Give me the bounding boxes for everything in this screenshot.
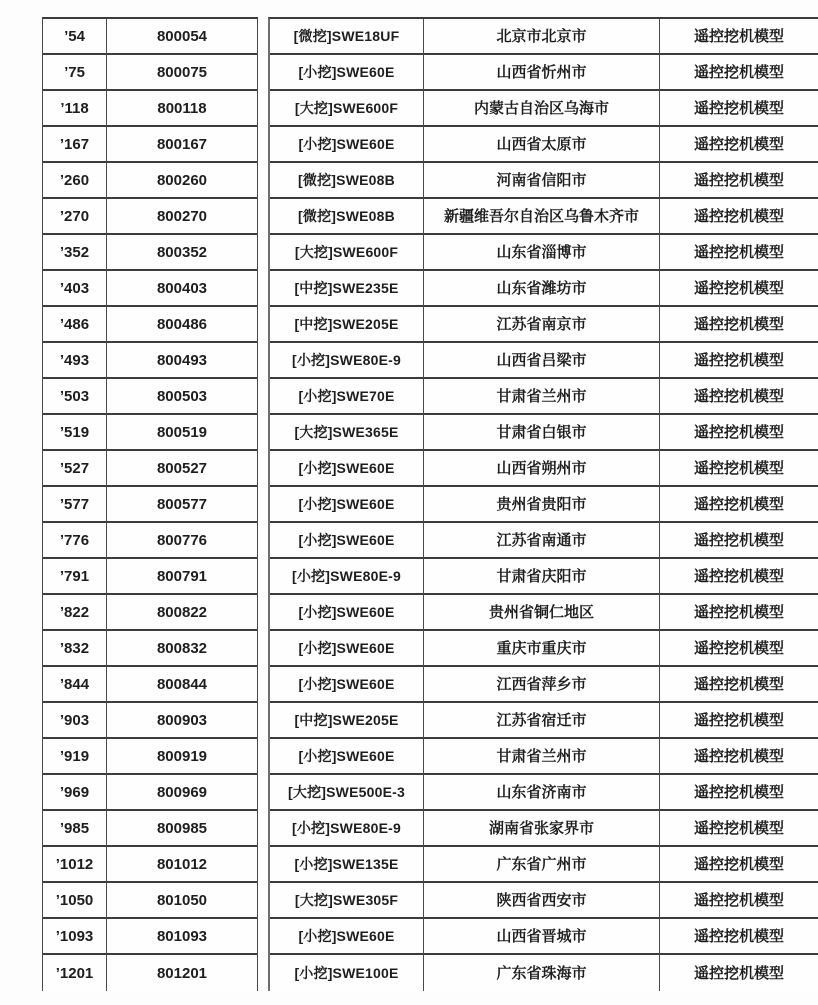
cell-excavator-model: [大挖]SWE500E-3 xyxy=(270,775,424,811)
cell-winner-city: 湖南省张家界市 xyxy=(424,811,660,847)
winner-serial-table xyxy=(42,17,258,991)
cell-lottery-code: 800075 xyxy=(107,55,257,91)
cell-excavator-model: [大挖]SWE305F xyxy=(270,883,424,919)
cell-serial-number: ’791 xyxy=(43,559,107,595)
cell-serial-number: ’969 xyxy=(43,775,107,811)
cell-prize-type: 遥控挖机模型 xyxy=(660,847,818,883)
cell-winner-city: 贵州省铜仁地区 xyxy=(424,595,660,631)
cell-excavator-model: [中挖]SWE235E xyxy=(270,271,424,307)
cell-excavator-model: [中挖]SWE205E xyxy=(270,307,424,343)
cell-winner-city: 广东省珠海市 xyxy=(424,955,660,991)
cell-serial-number: ’832 xyxy=(43,631,107,667)
cell-prize-type: 遥控挖机模型 xyxy=(660,667,818,703)
cell-winner-city: 山东省济南市 xyxy=(424,775,660,811)
cell-serial-number: ’822 xyxy=(43,595,107,631)
cell-lottery-code: 800118 xyxy=(107,91,257,127)
cell-lottery-code: 800844 xyxy=(107,667,257,703)
cell-serial-number: ’1012 xyxy=(43,847,107,883)
cell-prize-type: 遥控挖机模型 xyxy=(660,703,818,739)
cell-prize-type: 遥控挖机模型 xyxy=(660,235,818,271)
cell-excavator-model: [小挖]SWE60E xyxy=(270,739,424,775)
cell-serial-number: ’403 xyxy=(43,271,107,307)
cell-winner-city: 江苏省宿迁市 xyxy=(424,703,660,739)
cell-excavator-model: [小挖]SWE80E-9 xyxy=(270,343,424,379)
cell-excavator-model: [小挖]SWE60E xyxy=(270,127,424,163)
cell-winner-city: 重庆市重庆市 xyxy=(424,631,660,667)
cell-winner-city: 山西省朔州市 xyxy=(424,451,660,487)
cell-serial-number: ’486 xyxy=(43,307,107,343)
cell-lottery-code: 801201 xyxy=(156,964,208,982)
cell-excavator-model: [微挖]SWE08B xyxy=(270,199,424,235)
cell-excavator-model: [小挖]SWE60E xyxy=(270,919,424,955)
cell-lottery-code: 800519 xyxy=(107,415,257,451)
cell-prize-type: 遥控挖机模型 xyxy=(660,775,818,811)
cell-serial-number: ’260 xyxy=(43,163,107,199)
cell-prize-type: 遥控挖机模型 xyxy=(660,19,818,55)
cell-prize-type: 遥控挖机模型 xyxy=(660,379,818,415)
cell-winner-city: 山东省淄博市 xyxy=(424,235,660,271)
cell-lottery-code: 801012 xyxy=(107,847,257,883)
cell-prize-type: 遥控挖机模型 xyxy=(660,163,818,199)
cell-serial-number: ’577 xyxy=(43,487,107,523)
cell-prize-type: 遥控挖机模型 xyxy=(660,739,818,775)
cell-serial-number: ’776 xyxy=(43,523,107,559)
cell-excavator-model: [小挖]SWE135E xyxy=(270,847,424,883)
cell-excavator-model: [小挖]SWE60E xyxy=(270,523,424,559)
cell-prize-type: 遥控挖机模型 xyxy=(660,451,818,487)
cell-winner-city: 山西省吕梁市 xyxy=(424,343,660,379)
cell-serial-number: ’352 xyxy=(43,235,107,271)
cell-prize-type: 遥控挖机模型 xyxy=(660,559,818,595)
cell-lottery-code: 800493 xyxy=(107,343,257,379)
cell-excavator-model: [小挖]SWE80E-9 xyxy=(270,559,424,595)
cell-winner-city: 陕西省西安市 xyxy=(424,883,660,919)
cell-lottery-code: 800969 xyxy=(107,775,257,811)
cell-prize-type: 遥控挖机模型 xyxy=(660,199,818,235)
cell-lottery-code: 800776 xyxy=(107,523,257,559)
cell-lottery-code: 800577 xyxy=(107,487,257,523)
cell-serial-number: ’519 xyxy=(43,415,107,451)
cell-winner-city: 甘肃省庆阳市 xyxy=(424,559,660,595)
cell-lottery-code: 800054 xyxy=(107,19,257,55)
cell-lottery-code: 800822 xyxy=(107,595,257,631)
cell-winner-city: 甘肃省白银市 xyxy=(424,415,660,451)
cell-lottery-code: 801050 xyxy=(107,883,257,919)
cell-serial-number: ’167 xyxy=(43,127,107,163)
cell-serial-number: ’270 xyxy=(43,199,107,235)
cell-lottery-code: 800167 xyxy=(107,127,257,163)
cell-serial-number: ’919 xyxy=(43,739,107,775)
cell-excavator-model: [大挖]SWE365E xyxy=(270,415,424,451)
cell-lottery-code: 800985 xyxy=(107,811,257,847)
cell-prize-type: 遥控挖机模型 xyxy=(660,595,818,631)
cell-lottery-code: 800791 xyxy=(107,559,257,595)
cell-prize-type: 遥控挖机模型 xyxy=(660,811,818,847)
cell-prize-type: 遥控挖机模型 xyxy=(660,127,818,163)
cell-lottery-code: 800919 xyxy=(107,739,257,775)
cell-winner-city: 贵州省贵阳市 xyxy=(424,487,660,523)
cell-prize-type: 遥控挖机模型 xyxy=(660,91,818,127)
cell-excavator-model: [小挖]SWE60E xyxy=(270,595,424,631)
cell-prize-type: 遥控挖机模型 xyxy=(660,631,818,667)
cell-excavator-model: [中挖]SWE205E xyxy=(270,703,424,739)
cell-serial-number: ’903 xyxy=(43,703,107,739)
cell-lottery-code: 800903 xyxy=(107,703,257,739)
cell-prize-type: 遥控挖机模型 xyxy=(660,487,818,523)
cell-winner-city: 江西省萍乡市 xyxy=(424,667,660,703)
cell-lottery-code: 800503 xyxy=(107,379,257,415)
cell-lottery-code: 800270 xyxy=(107,199,257,235)
cell-lottery-code: 801093 xyxy=(107,919,257,955)
cell-serial-number: ’118 xyxy=(43,91,107,127)
cell-serial-number: ’1201 xyxy=(43,955,107,991)
cell-serial-number: ’1050 xyxy=(43,883,107,919)
cell-prize-type: 遥控挖机模型 xyxy=(660,523,818,559)
cell-winner-city: 甘肃省兰州市 xyxy=(424,739,660,775)
cell-serial-number: ’844 xyxy=(43,667,107,703)
cell-winner-city: 河南省信阳市 xyxy=(424,163,660,199)
cell-excavator-model: [小挖]SWE60E xyxy=(270,451,424,487)
cell-excavator-model: [小挖]SWE60E xyxy=(270,487,424,523)
cell-winner-city: 新疆维吾尔自治区乌鲁木齐市 xyxy=(424,199,660,235)
cell-lottery-code: 800260 xyxy=(107,163,257,199)
cell-winner-city: 江苏省南京市 xyxy=(424,307,660,343)
cell-lottery-code: 800832 xyxy=(107,631,257,667)
cell-prize-type: 遥控挖机模型 xyxy=(660,415,818,451)
cell-winner-city: 内蒙古自治区乌海市 xyxy=(424,91,660,127)
cell-serial-number: ’503 xyxy=(43,379,107,415)
cell-winner-city: 江苏省南通市 xyxy=(424,523,660,559)
cell-lottery-code: 800352 xyxy=(107,235,257,271)
cell-winner-city: 甘肃省兰州市 xyxy=(424,379,660,415)
cell-excavator-model: [小挖]SWE100E xyxy=(270,955,424,991)
cell-serial-number: ’527 xyxy=(43,451,107,487)
cell-prize-type: 遥控挖机模型 xyxy=(660,271,818,307)
cell-winner-city: 北京市北京市 xyxy=(424,19,660,55)
cell-prize-type: 遥控挖机模型 xyxy=(660,307,818,343)
cell-winner-city: 山西省太原市 xyxy=(424,127,660,163)
cell-serial-number: ’54 xyxy=(43,19,107,55)
cell-lottery-code: 800527 xyxy=(107,451,257,487)
cell-excavator-model: [小挖]SWE60E xyxy=(270,667,424,703)
cell-excavator-model: [小挖]SWE70E xyxy=(270,379,424,415)
cell-lottery-code: 800486 xyxy=(107,307,257,343)
cell-serial-number: ’493 xyxy=(43,343,107,379)
winner-detail-table xyxy=(268,17,818,991)
cell-prize-type: 遥控挖机模型 xyxy=(660,55,818,91)
cell-winner-city: 广东省广州市 xyxy=(424,847,660,883)
cell-serial-number: ’985 xyxy=(43,811,107,847)
cell-serial-number: ’1093 xyxy=(43,919,107,955)
cell-prize-type: 遥控挖机模型 xyxy=(660,919,818,955)
cell-excavator-model: [小挖]SWE60E xyxy=(270,631,424,667)
cell-winner-city: 山西省晋城市 xyxy=(424,919,660,955)
cell-winner-city: 山东省潍坊市 xyxy=(424,271,660,307)
cell-lottery-code: 800403 xyxy=(107,271,257,307)
cell-excavator-model: [大挖]SWE600F xyxy=(270,91,424,127)
cell-prize-type: 遥控挖机模型 xyxy=(660,883,818,919)
cell-excavator-model: [大挖]SWE600F xyxy=(270,235,424,271)
cell-excavator-model: [小挖]SWE60E xyxy=(270,55,424,91)
cell-winner-city: 山西省忻州市 xyxy=(424,55,660,91)
cell-excavator-model: [微挖]SWE18UF xyxy=(270,19,424,55)
cell-prize-type: 遥控挖机模型 xyxy=(693,964,784,982)
cell-prize-type: 遥控挖机模型 xyxy=(660,343,818,379)
cell-excavator-model: [微挖]SWE08B xyxy=(270,163,424,199)
cell-serial-number: ’75 xyxy=(43,55,107,91)
cell-excavator-model: [小挖]SWE80E-9 xyxy=(270,811,424,847)
